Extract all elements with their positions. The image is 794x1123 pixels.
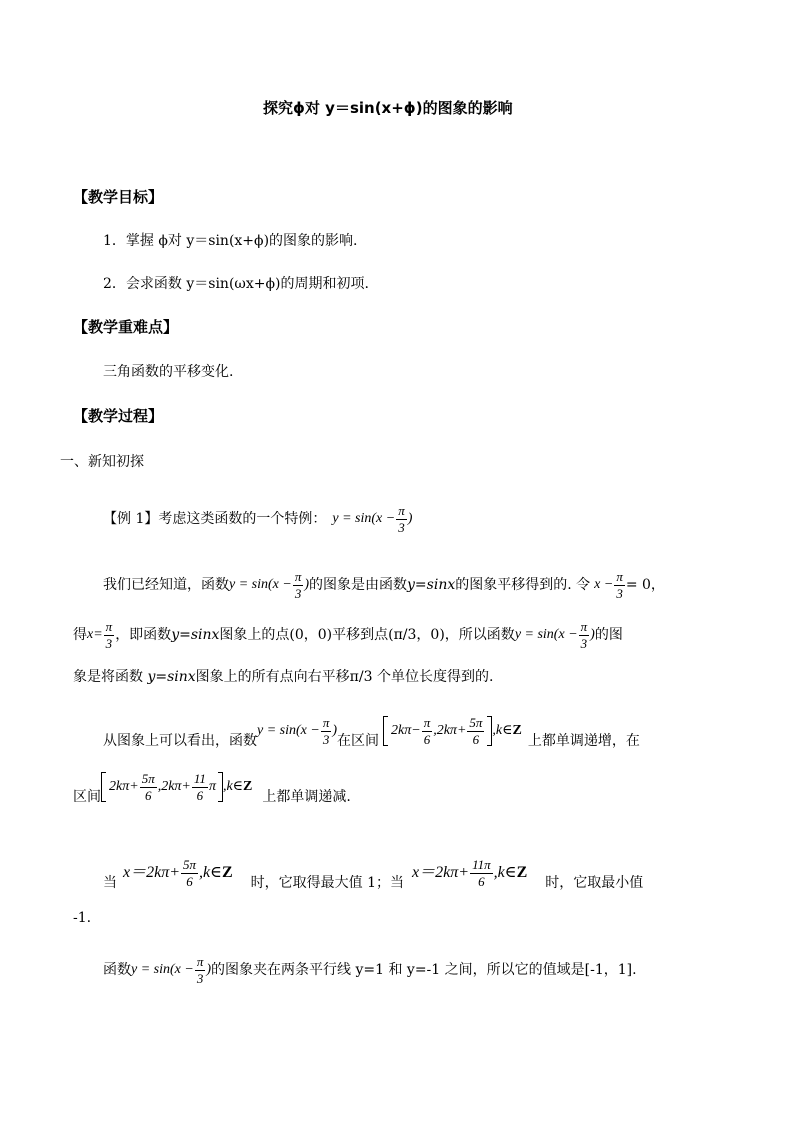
denominator: 6 [196, 787, 204, 803]
formula-max [123, 858, 233, 888]
numerator: 11 [193, 770, 206, 786]
denominator: 3 [616, 585, 623, 601]
denominator: 6 [186, 873, 193, 889]
text: 在区间 [337, 733, 380, 749]
formula-y-sin-x-minus-pi-3 [229, 570, 309, 600]
formula-min [412, 858, 527, 888]
text: 的图象是由函数 [309, 577, 408, 593]
formula-prefix: y = sin(x − [332, 511, 396, 526]
formula-y-sin-x-minus-pi-3 [131, 955, 211, 985]
denominator: 6 [423, 731, 431, 747]
formula-part: 2kπ+ [109, 779, 139, 794]
fraction [422, 716, 433, 746]
numerator: π [105, 618, 113, 634]
numerator: 5π [469, 714, 483, 730]
text: 图象上的点(0，0)平移到点(π/3，0)，所以函数 [219, 627, 515, 643]
goal-item-1: 1．掌握 ϕ对 y＝sin(x+ϕ)的图象的影响. [103, 233, 358, 249]
formula-y-sin-x-minus-pi-3 [515, 620, 595, 650]
denominator: 3 [322, 731, 330, 747]
fraction-pi-over-3 [396, 504, 407, 534]
denominator: 3 [105, 635, 113, 651]
formula-part: 2kπ+ [161, 779, 191, 794]
formula-part: x＝2kπ+ [123, 864, 181, 881]
denominator: 6 [472, 731, 480, 747]
formula-part: Z [222, 864, 233, 881]
formula-part: y = sin(x − [229, 577, 292, 592]
text: 上都单调递增，在 [527, 733, 640, 749]
formula-part: ) [332, 723, 338, 738]
text: 我们已经知道，函数 [103, 577, 229, 593]
numerator: 11π [472, 856, 491, 872]
fraction [195, 955, 206, 985]
formula-part: Z [516, 864, 528, 881]
numerator: 5π [183, 856, 197, 872]
formula-part: ,k∈ [199, 864, 222, 881]
heading-key-points: 【教学重难点】 [73, 318, 179, 336]
numerator: 5π [141, 770, 155, 786]
fraction [467, 716, 484, 746]
formula-part: ) [590, 627, 595, 642]
formula-y-sin-x-minus-pi-3 [257, 716, 337, 746]
text: = 0， [625, 577, 665, 593]
page-title: 探究ϕ对 y＝sin(x+ϕ)的图象的影响 [263, 99, 513, 117]
numerator: π [196, 953, 204, 969]
text: 当 [103, 875, 117, 891]
formula-part: ) [206, 962, 212, 977]
formula-part: ,k∈ [222, 779, 244, 794]
paragraph-1-line-3 [73, 670, 493, 684]
formula-part: 2kπ− [391, 723, 421, 738]
formula-part: Z [243, 779, 253, 794]
text-italic: y=sinx [147, 669, 196, 685]
left-bracket [383, 716, 388, 746]
text: 的图象平移得到的. 令 [455, 577, 591, 593]
text-italic: y=sinx [171, 627, 220, 643]
formula-part: ,k∈ [492, 723, 513, 738]
formula-part: y = sin(x − [131, 962, 194, 977]
formula-part: ) [304, 577, 310, 592]
interval-decreasing [101, 772, 252, 802]
example-1 [103, 499, 412, 539]
formula-part: , [157, 779, 162, 794]
numerator: π [580, 618, 588, 634]
paragraph-1-line-1 [103, 565, 665, 605]
denominator: 3 [398, 519, 405, 535]
formula-part: x＝2kπ+ [412, 864, 470, 881]
text: 图象上的所有点向右平移π/3 个单位长度得到的. [195, 669, 494, 685]
text: 区间 [73, 789, 101, 805]
text: 得 [73, 627, 87, 643]
fraction [293, 570, 304, 600]
formula-part: ,k∈ [493, 864, 517, 881]
formula-part: y = sin(x − [514, 627, 578, 642]
fraction [579, 620, 590, 650]
formula-part: Z [512, 723, 522, 738]
interval-increasing [383, 716, 522, 746]
formula-part: 2kπ+ [436, 723, 467, 738]
example-1-formula [332, 504, 412, 534]
text: 上都单调递减. [262, 789, 351, 805]
text: 象是将函数 [73, 669, 148, 685]
fraction [470, 858, 493, 888]
text-italic: y=sinx [407, 577, 456, 593]
paragraph-2-line-2 [73, 770, 351, 819]
fraction [140, 772, 157, 802]
paragraph-2-line-1 [103, 714, 640, 763]
text: 的图象夹在两条平行线 y=1 和 y=-1 之间，所以它的值域是[-1，1]. [211, 962, 637, 978]
fraction [181, 858, 198, 888]
numerator: π [398, 502, 405, 518]
paragraph-3-line-2: -1. [73, 910, 92, 926]
formula-x-eq-pi-3 [87, 620, 115, 650]
key-points-text: 三角函数的平移变化. [103, 364, 234, 380]
denominator: 3 [196, 970, 204, 986]
formula-part: y = sin(x − [257, 723, 320, 738]
text: 时，它取得最大值 1；当 [250, 875, 405, 891]
denominator: 6 [144, 787, 152, 803]
text: 的图 [594, 627, 623, 643]
formula-part: x= [87, 627, 103, 642]
formula-part: π [208, 779, 216, 794]
heading-teaching-process: 【教学过程】 [73, 407, 164, 425]
denominator: 6 [478, 873, 485, 889]
fraction [321, 716, 332, 746]
paragraph-3-line-1 [103, 851, 643, 895]
numerator: π [423, 714, 431, 730]
paragraph-4 [103, 950, 637, 990]
formula-x-minus-pi-3 [594, 570, 626, 600]
heading-teaching-goals: 【教学目标】 [73, 188, 164, 206]
text: 从图象上可以看出，函数 [103, 733, 257, 749]
goal-item-2: 2．会求函数 y＝sin(ωx+ϕ)的周期和初项. [103, 276, 369, 292]
fraction [104, 620, 115, 650]
denominator: 3 [580, 635, 588, 651]
text: 函数 [103, 962, 131, 978]
fraction [192, 772, 208, 802]
text: 时，它取最小值 [545, 875, 644, 891]
numerator: π [294, 568, 302, 584]
formula-part: , [433, 723, 437, 738]
paragraph-1-line-2 [73, 615, 623, 655]
denominator: 3 [294, 585, 302, 601]
example-1-label: 【例 1】考虑这类函数的一个特例： [103, 511, 327, 527]
left-bracket [101, 772, 106, 802]
fraction [614, 570, 625, 600]
numerator: π [322, 714, 330, 730]
section-part-1: 一、新知初探 [60, 454, 144, 470]
formula-suffix: ) [407, 511, 413, 526]
formula-part: x − [594, 577, 614, 592]
numerator: π [616, 568, 623, 584]
text: ，即函数 [115, 627, 172, 643]
